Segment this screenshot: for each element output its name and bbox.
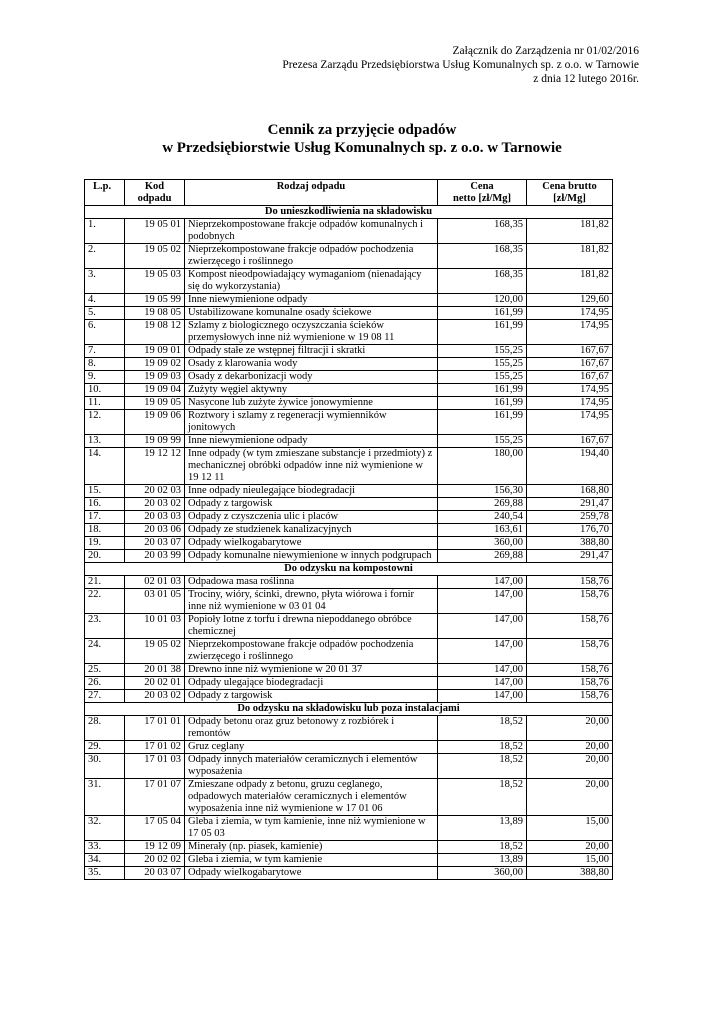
cell-net-price: 18,52 [438, 779, 527, 816]
cell-waste-type: Odpady innych materiałów ceramicznych i elementów wyposażenia [185, 754, 438, 779]
table-row [85, 537, 613, 550]
cell-waste-code: 02 01 03 [125, 576, 185, 589]
cell-net-price: 161,99 [438, 320, 527, 345]
cell-gross-price: 174,95 [527, 397, 613, 410]
table-row [85, 639, 613, 664]
table-row [85, 677, 613, 690]
cell-net-price: 155,25 [438, 435, 527, 448]
cell-gross-price: 158,76 [527, 664, 613, 677]
cell-waste-code: 20 03 07 [125, 867, 185, 880]
section-title: Do odzysku na składowisku lub poza instalacjami [85, 703, 613, 716]
header-text: Kod [144, 181, 165, 192]
table-row [85, 435, 613, 448]
cell-waste-code: 03 01 05 [125, 589, 185, 614]
section-title: Do odzysku na kompostowni [85, 563, 613, 576]
cell-waste-code: 19 05 02 [125, 639, 185, 664]
cell-lp: 4. [85, 294, 125, 307]
cell-lp: 28. [85, 716, 125, 741]
cell-gross-price: 20,00 [527, 741, 613, 754]
cell-waste-code: 19 05 01 [125, 219, 185, 244]
attachment-note [219, 44, 639, 86]
cell-gross-price: 20,00 [527, 841, 613, 854]
cell-waste-type: Odpady z targowisk [185, 690, 438, 703]
table-row [85, 690, 613, 703]
cell-gross-price: 174,95 [527, 320, 613, 345]
cell-waste-code: 10 01 03 [125, 614, 185, 639]
cell-lp: 29. [85, 741, 125, 754]
cell-waste-type: Osady z klarowania wody [185, 358, 438, 371]
cell-waste-type: Trociny, wióry, ścinki, drewno, płyta wiórowa i fornir inne niż wymienione w 03 01 04 [185, 589, 438, 614]
cell-net-price: 18,52 [438, 716, 527, 741]
cell-lp: 10. [85, 384, 125, 397]
cell-net-price: 147,00 [438, 664, 527, 677]
cell-gross-price: 158,76 [527, 690, 613, 703]
cell-waste-type: Inne niewymienione odpady [185, 435, 438, 448]
table-row [85, 219, 613, 244]
cell-lp: 1. [85, 219, 125, 244]
cell-net-price: 13,89 [438, 854, 527, 867]
cell-lp: 19. [85, 537, 125, 550]
cell-waste-type: Gleba i ziemia, w tym kamienie [185, 854, 438, 867]
cell-lp: 31. [85, 779, 125, 816]
cell-waste-type: Osady z dekarbonizacji wody [185, 371, 438, 384]
cell-gross-price: 259,78 [527, 511, 613, 524]
cell-lp: 9. [85, 371, 125, 384]
section-header-row [85, 563, 613, 576]
cell-net-price: 18,52 [438, 741, 527, 754]
cell-waste-type: Nieprzekompostowane frakcje odpadów pochodzenia zwierzęcego i roślinnego [185, 244, 438, 269]
cell-waste-code: 17 01 03 [125, 754, 185, 779]
cell-waste-code: 19 09 06 [125, 410, 185, 435]
cell-gross-price: 176,70 [527, 524, 613, 537]
table-row [85, 294, 613, 307]
cell-waste-code: 19 05 02 [125, 244, 185, 269]
cell-waste-type: Odpady z czyszczenia ulic i placów [185, 511, 438, 524]
table-row [85, 498, 613, 511]
cell-waste-type: Odpady ze studzienek kanalizacyjnych [185, 524, 438, 537]
header-text: odpadu [137, 193, 172, 204]
table-row [85, 841, 613, 854]
cell-gross-price: 181,82 [527, 269, 613, 294]
cell-lp: 8. [85, 358, 125, 371]
table-body [85, 206, 613, 880]
cell-gross-price: 129,60 [527, 294, 613, 307]
table-row [85, 716, 613, 741]
section-title: Do unieszkodliwienia na składowisku [85, 206, 613, 219]
header-text: netto [zł/Mg] [452, 193, 512, 204]
cell-lp: 17. [85, 511, 125, 524]
cell-net-price: 147,00 [438, 614, 527, 639]
cell-lp: 23. [85, 614, 125, 639]
cell-gross-price: 20,00 [527, 716, 613, 741]
table-row [85, 550, 613, 563]
cell-net-price: 155,25 [438, 371, 527, 384]
column-header-gross-price [527, 180, 613, 206]
table-row [85, 485, 613, 498]
cell-gross-price: 167,67 [527, 435, 613, 448]
cell-waste-type: Popioły lotne z torfu i drewna niepoddanego obróbce chemicznej [185, 614, 438, 639]
table-row [85, 358, 613, 371]
column-header-net-price [438, 180, 527, 206]
cell-net-price: 18,52 [438, 841, 527, 854]
cell-waste-code: 19 05 99 [125, 294, 185, 307]
cell-net-price: 360,00 [438, 537, 527, 550]
cell-net-price: 120,00 [438, 294, 527, 307]
cell-waste-type: Gleba i ziemia, w tym kamienie, inne niż wymienione w 17 05 03 [185, 816, 438, 841]
cell-waste-type: Nieprzekompostowane frakcje odpadów pochodzenia zwierzęcego i roślinnego [185, 639, 438, 664]
cell-gross-price: 174,95 [527, 307, 613, 320]
table-row [85, 345, 613, 358]
cell-waste-code: 19 08 05 [125, 307, 185, 320]
cell-waste-type: Nasycone lub zużyte żywice jonowymienne [185, 397, 438, 410]
cell-waste-code: 20 02 03 [125, 485, 185, 498]
cell-lp: 21. [85, 576, 125, 589]
cell-gross-price: 15,00 [527, 816, 613, 841]
cell-lp: 33. [85, 841, 125, 854]
cell-gross-price: 158,76 [527, 639, 613, 664]
cell-net-price: 147,00 [438, 639, 527, 664]
table-row [85, 269, 613, 294]
cell-net-price: 168,35 [438, 219, 527, 244]
cell-waste-type: Nieprzekompostowane frakcje odpadów komunalnych i podobnych [185, 219, 438, 244]
cell-waste-type: Kompost nieodpowiadający wymaganiom (nienadający się do wykorzystania) [185, 269, 438, 294]
cell-waste-code: 20 02 02 [125, 854, 185, 867]
cell-lp: 26. [85, 677, 125, 690]
cell-waste-type: Odpady wielkogabarytowe [185, 537, 438, 550]
title-line: Cennik za przyjęcie odpadów [267, 122, 457, 138]
cell-waste-code: 19 09 01 [125, 345, 185, 358]
cell-waste-type: Zmieszane odpady z betonu, gruzu ceglanego, odpadowych materiałów ceramicznych i elementów wyposażenia inne niż wymienione w 17 01 06 [185, 779, 438, 816]
cell-waste-type: Odpady betonu oraz gruz betonowy z rozbiórek i remontów [185, 716, 438, 741]
cell-lp: 15. [85, 485, 125, 498]
title-line: w Przedsiębiorstwie Usług Komunalnych sp. z o.o. w Tarnowie [162, 140, 562, 156]
cell-gross-price: 181,82 [527, 219, 613, 244]
cell-gross-price: 158,76 [527, 677, 613, 690]
cell-lp: 27. [85, 690, 125, 703]
cell-lp: 18. [85, 524, 125, 537]
cell-waste-code: 19 09 02 [125, 358, 185, 371]
table-row [85, 384, 613, 397]
cell-lp: 25. [85, 664, 125, 677]
cell-gross-price: 158,76 [527, 576, 613, 589]
cell-lp: 30. [85, 754, 125, 779]
document-title [0, 121, 724, 157]
cell-net-price: 18,52 [438, 754, 527, 779]
attachment-line: z dnia 12 lutego 2016r. [533, 73, 639, 85]
table-row [85, 307, 613, 320]
header-text: Cena [470, 181, 494, 192]
attachment-line: Załącznik do Zarządzenia nr 01/02/2016 [452, 45, 639, 57]
table-row [85, 524, 613, 537]
cell-gross-price: 167,67 [527, 358, 613, 371]
header-text: [zł/Mg] [553, 193, 586, 204]
table-row [85, 448, 613, 485]
cell-waste-code: 17 01 01 [125, 716, 185, 741]
cell-waste-type: Odpady ulegające biodegradacji [185, 677, 438, 690]
cell-waste-code: 19 05 03 [125, 269, 185, 294]
table-row [85, 816, 613, 841]
cell-lp: 24. [85, 639, 125, 664]
cell-net-price: 180,00 [438, 448, 527, 485]
cell-gross-price: 194,40 [527, 448, 613, 485]
cell-waste-type: Inne odpady nieulegające biodegradacji [185, 485, 438, 498]
cell-gross-price: 167,67 [527, 345, 613, 358]
table-header-row [85, 180, 613, 206]
column-header-code [125, 180, 185, 206]
cell-lp: 5. [85, 307, 125, 320]
cell-net-price: 360,00 [438, 867, 527, 880]
table-row [85, 576, 613, 589]
section-header-row [85, 206, 613, 219]
cell-lp: 14. [85, 448, 125, 485]
cell-net-price: 240,54 [438, 511, 527, 524]
cell-waste-type: Szlamy z biologicznego oczyszczania ścieków przemysłowych inne niż wymienione w 19 08 11 [185, 320, 438, 345]
cell-waste-code: 20 03 99 [125, 550, 185, 563]
cell-lp: 22. [85, 589, 125, 614]
cell-lp: 3. [85, 269, 125, 294]
cell-waste-code: 20 02 01 [125, 677, 185, 690]
cell-net-price: 147,00 [438, 589, 527, 614]
table-row [85, 511, 613, 524]
cell-waste-type: Minerały (np. piasek, kamienie) [185, 841, 438, 854]
cell-waste-code: 19 08 12 [125, 320, 185, 345]
cell-waste-code: 19 09 99 [125, 435, 185, 448]
cell-lp: 12. [85, 410, 125, 435]
cell-gross-price: 291,47 [527, 550, 613, 563]
column-header-lp: L.p. [85, 180, 125, 206]
cell-gross-price: 174,95 [527, 384, 613, 397]
table-row [85, 371, 613, 384]
cell-waste-type: Odpady z targowisk [185, 498, 438, 511]
cell-net-price: 13,89 [438, 816, 527, 841]
cell-net-price: 161,99 [438, 397, 527, 410]
cell-net-price: 155,25 [438, 358, 527, 371]
cell-lp: 6. [85, 320, 125, 345]
cell-waste-code: 17 01 07 [125, 779, 185, 816]
cell-net-price: 168,35 [438, 269, 527, 294]
cell-net-price: 163,61 [438, 524, 527, 537]
cell-waste-code: 19 12 12 [125, 448, 185, 485]
cell-net-price: 161,99 [438, 410, 527, 435]
cell-waste-code: 19 09 05 [125, 397, 185, 410]
cell-gross-price: 15,00 [527, 854, 613, 867]
cell-waste-type: Odpady komunalne niewymienione w innych podgrupach [185, 550, 438, 563]
cell-gross-price: 388,80 [527, 537, 613, 550]
cell-gross-price: 167,67 [527, 371, 613, 384]
cell-waste-type: Zużyty węgiel aktywny [185, 384, 438, 397]
cell-gross-price: 181,82 [527, 244, 613, 269]
cell-waste-code: 20 03 02 [125, 690, 185, 703]
cell-waste-code: 17 05 04 [125, 816, 185, 841]
cell-gross-price: 168,80 [527, 485, 613, 498]
cell-net-price: 155,25 [438, 345, 527, 358]
cell-net-price: 161,99 [438, 384, 527, 397]
cell-lp: 2. [85, 244, 125, 269]
cell-waste-type: Inne niewymienione odpady [185, 294, 438, 307]
cell-waste-code: 20 03 03 [125, 511, 185, 524]
table-row [85, 320, 613, 345]
cell-lp: 16. [85, 498, 125, 511]
cell-waste-type: Odpady wielkogabarytowe [185, 867, 438, 880]
cell-net-price: 147,00 [438, 677, 527, 690]
cell-waste-type: Inne odpady (w tym zmieszane substancje i przedmioty) z mechanicznej obróbki odpadów inne niż wymienione w 19 12 11 [185, 448, 438, 485]
table-row [85, 664, 613, 677]
cell-waste-code: 20 03 06 [125, 524, 185, 537]
cell-waste-code: 20 03 07 [125, 537, 185, 550]
cell-waste-type: Odpady stałe ze wstępnej filtracji i skratki [185, 345, 438, 358]
cell-waste-type: Drewno inne niż wymienione w 20 01 37 [185, 664, 438, 677]
cell-waste-code: 17 01 02 [125, 741, 185, 754]
attachment-line: Prezesa Zarządu Przedsiębiorstwa Usług Komunalnych sp. z o.o. w Tarnowie [282, 59, 639, 71]
cell-waste-code: 19 09 03 [125, 371, 185, 384]
cell-waste-code: 20 03 02 [125, 498, 185, 511]
table-row [85, 410, 613, 435]
cell-gross-price: 388,80 [527, 867, 613, 880]
cell-waste-code: 20 01 38 [125, 664, 185, 677]
cell-waste-type: Odpadowa masa roślinna [185, 576, 438, 589]
cell-net-price: 269,88 [438, 550, 527, 563]
cell-waste-type: Roztwory i szlamy z regeneracji wymienników jonitowych [185, 410, 438, 435]
cell-gross-price: 20,00 [527, 754, 613, 779]
cell-waste-type: Gruz ceglany [185, 741, 438, 754]
price-table [84, 179, 613, 880]
cell-lp: 32. [85, 816, 125, 841]
cell-net-price: 269,88 [438, 498, 527, 511]
cell-lp: 34. [85, 854, 125, 867]
cell-net-price: 147,00 [438, 690, 527, 703]
cell-lp: 7. [85, 345, 125, 358]
table-row [85, 589, 613, 614]
table-row [85, 397, 613, 410]
table-row [85, 854, 613, 867]
table-row [85, 614, 613, 639]
cell-gross-price: 158,76 [527, 614, 613, 639]
cell-net-price: 161,99 [438, 307, 527, 320]
cell-waste-type: Ustabilizowane komunalne osady ściekowe [185, 307, 438, 320]
table-row [85, 741, 613, 754]
table-row [85, 779, 613, 816]
cell-net-price: 147,00 [438, 576, 527, 589]
cell-gross-price: 20,00 [527, 779, 613, 816]
column-header-type: Rodzaj odpadu [185, 180, 438, 206]
cell-lp: 13. [85, 435, 125, 448]
section-header-row [85, 703, 613, 716]
table-row [85, 244, 613, 269]
cell-net-price: 156,30 [438, 485, 527, 498]
cell-lp: 11. [85, 397, 125, 410]
cell-waste-code: 19 12 09 [125, 841, 185, 854]
cell-gross-price: 158,76 [527, 589, 613, 614]
table-row [85, 867, 613, 880]
cell-net-price: 168,35 [438, 244, 527, 269]
header-text: Cena brutto [542, 181, 597, 192]
cell-waste-code: 19 09 04 [125, 384, 185, 397]
cell-gross-price: 174,95 [527, 410, 613, 435]
cell-lp: 20. [85, 550, 125, 563]
cell-lp: 35. [85, 867, 125, 880]
cell-gross-price: 291,47 [527, 498, 613, 511]
table-row [85, 754, 613, 779]
